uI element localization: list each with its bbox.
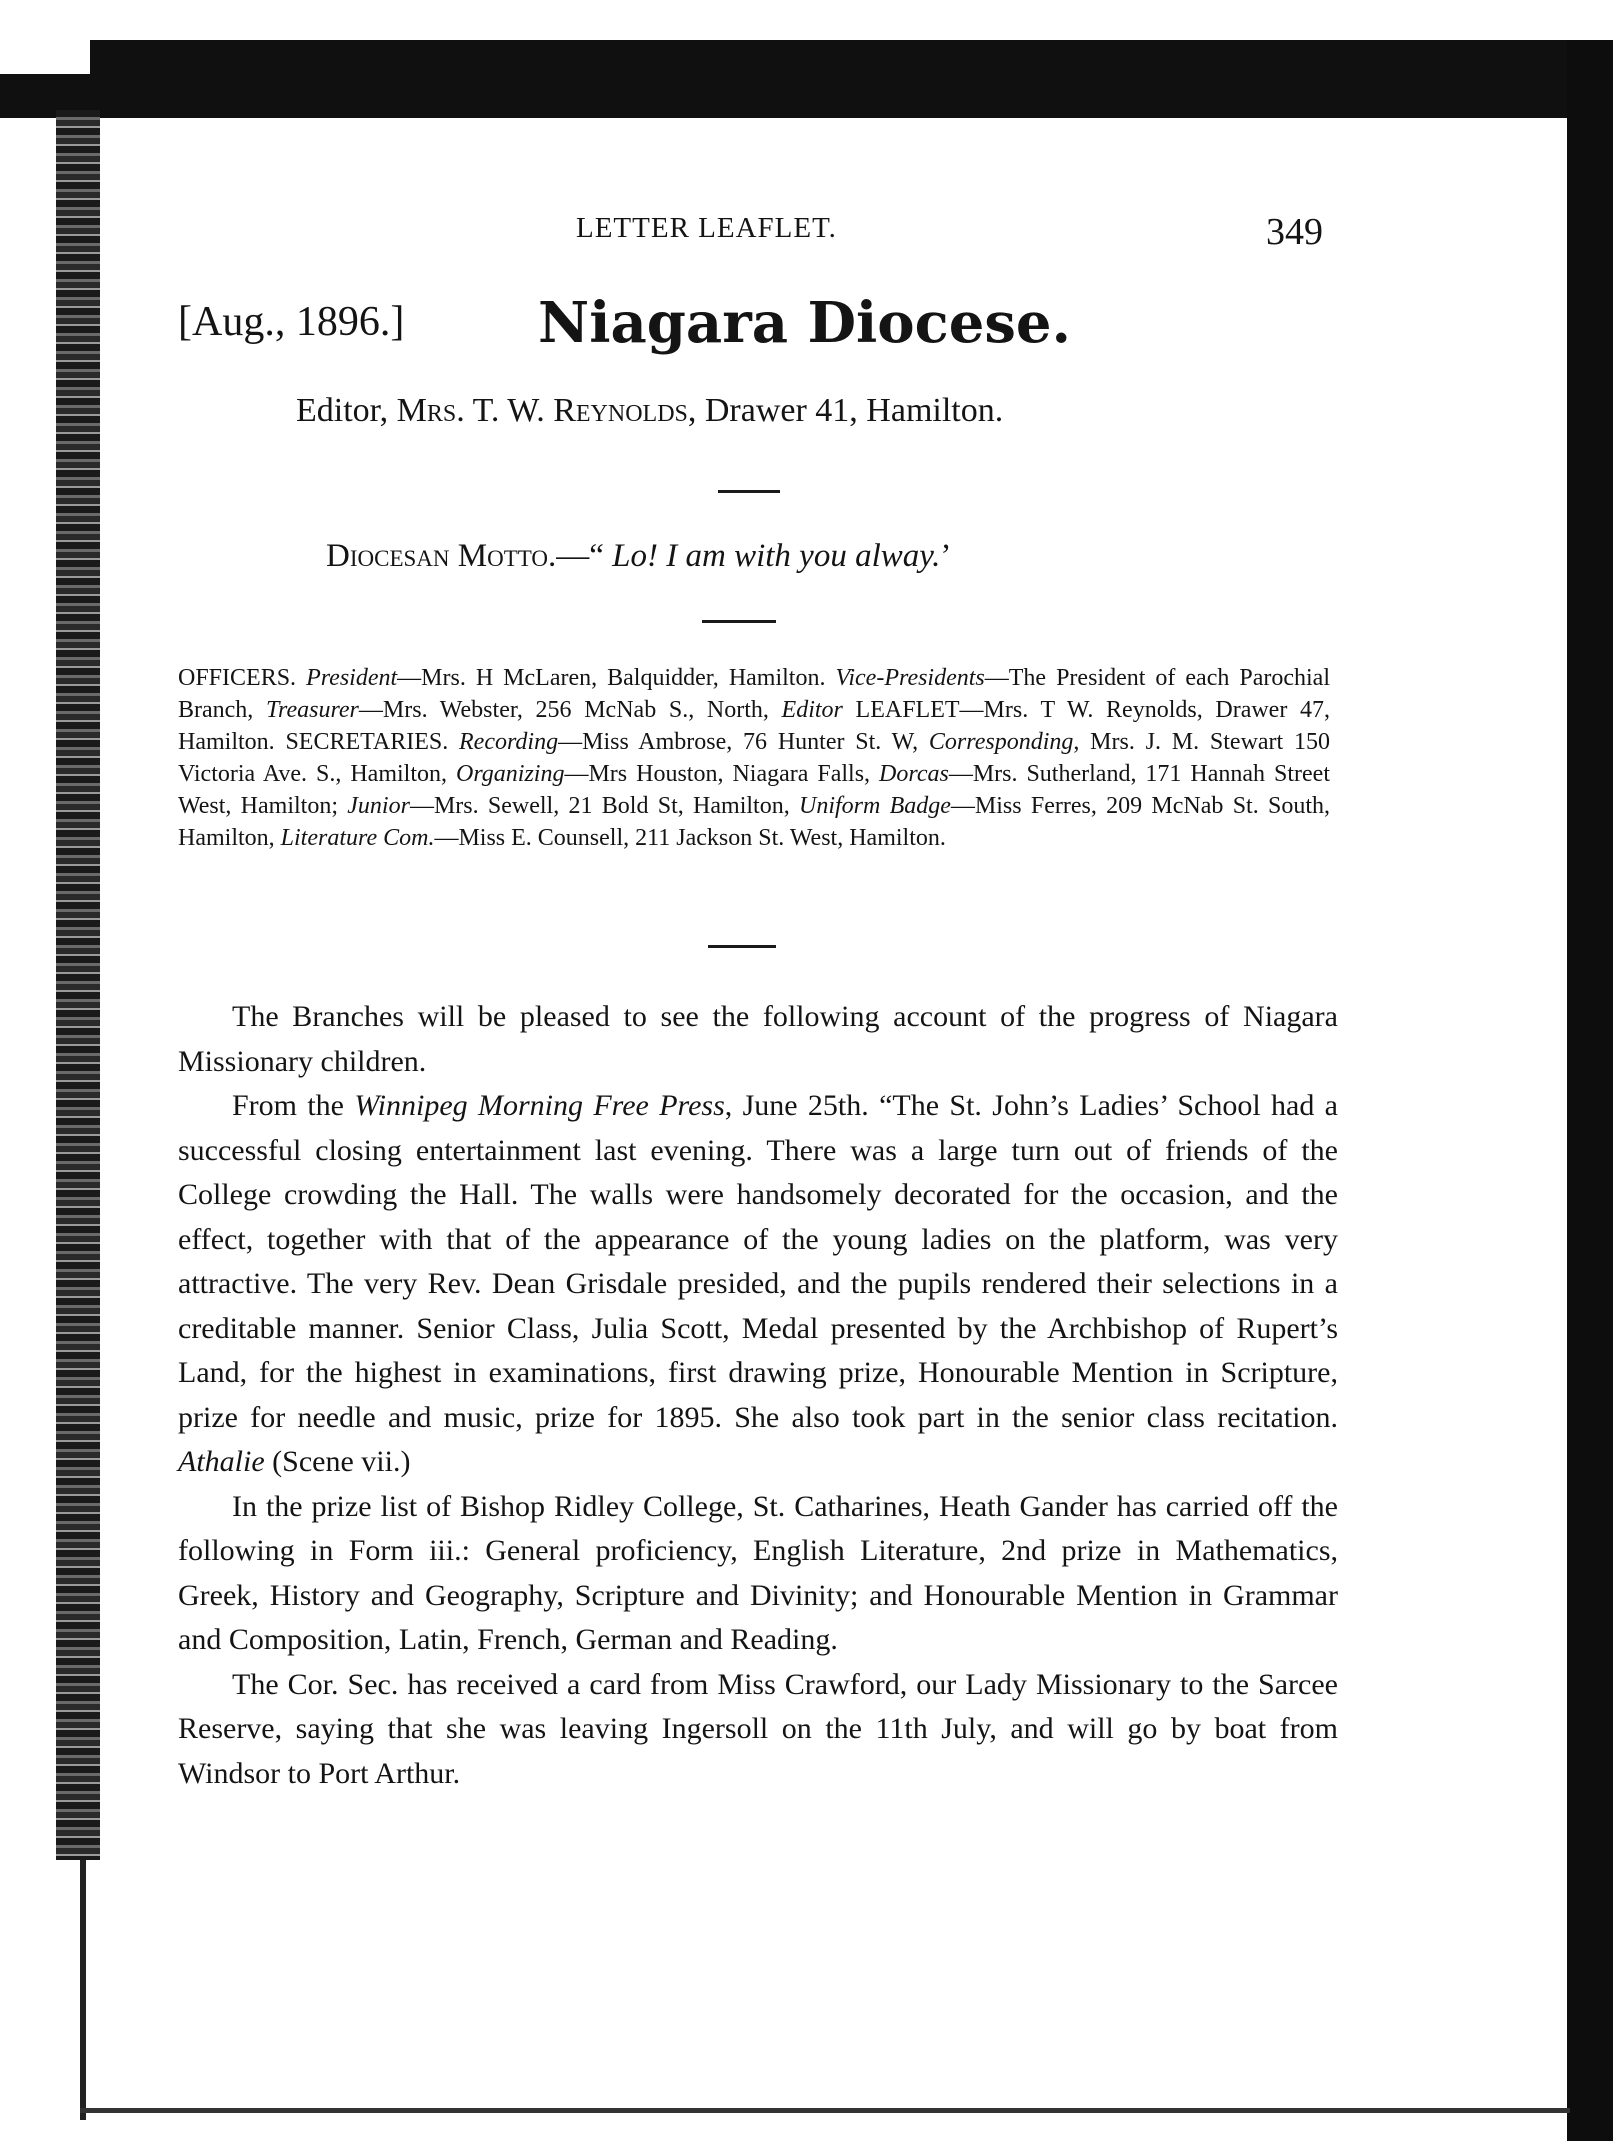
divider-rule	[702, 620, 776, 623]
paragraph-text: In the prize list of Bishop Ridley College, St. Catharines, Heath Gander has carried off the following in Form iii.: General proficiency, English Literature, 2nd prize in Mathematics, Greek, History and Geography, Scripture and Divinity; and Honourable Mention in Grammar and Composition, Latin, French, German and Reading.	[178, 1489, 1338, 1656]
officer-text: —Mrs Houston, Niagara Falls,	[564, 761, 880, 787]
paragraph-text: , June 25th. “The St. John’s Ladies’ School had a successful closing entertainment last evening. There was a large turn out of friends of the College crowding the Hall. The walls were handsomely decorated for the occasion, and the effect, together with that of the appearance of the young ladies on the platform, was very attractive. The very Rev. Dean Grisdale presided, and the pupils rendered their selections in a creditable manner. Senior Class, Julia Scott, Medal presented by the Archbishop of Rupert’s Land, for the highest in examinations, first drawing prize, Honourable Mention in Scripture, prize for needle and music, prize for 1895. She also took part in the senior class recitation.	[178, 1089, 1338, 1434]
officers-list	[178, 662, 1330, 854]
divider-rule	[718, 490, 780, 493]
officer-text: —Mrs. Sewell, 21 Bold St, Hamilton,	[409, 793, 799, 819]
body-paragraph	[178, 1663, 1338, 1797]
officer-role: Vice-Presidents	[835, 665, 985, 691]
paragraph-text: From the	[232, 1089, 355, 1122]
officer-text: —Mrs. Sutherland, 171 Hannah Street West, Hamilton;	[178, 761, 1330, 819]
body-paragraph	[178, 995, 1338, 1084]
officer-role: President	[306, 665, 398, 691]
scan-border-left-lower	[80, 1860, 86, 2120]
scan-border-bottom	[80, 2108, 1570, 2113]
section-date: [Aug., 1896.]	[178, 299, 405, 345]
scan-border-notch	[0, 40, 90, 74]
officer-role: Uniform Badge	[798, 793, 951, 819]
motto-close: ’	[940, 538, 952, 574]
diocesan-motto	[326, 538, 951, 575]
officer-role: Literature Com.	[280, 825, 435, 851]
editor-line	[296, 392, 1003, 430]
officer-role: Organizing	[456, 761, 565, 787]
italic-title: Winnipeg Morning Free Press	[354, 1089, 725, 1122]
divider-rule	[708, 945, 776, 948]
motto-text: Lo! I am with you alway.	[612, 538, 941, 574]
scan-border-top	[0, 40, 1613, 118]
running-header: LETTER LEAFLET.	[576, 212, 837, 244]
officer-text: OFFICERS.	[178, 665, 307, 691]
officer-text: —Mrs. Webster, 256 McNab S., North,	[358, 697, 782, 723]
body-paragraph	[178, 1485, 1338, 1663]
paragraph-text: The Branches will be pleased to see the following account of the progress of Niagara Missionary children.	[178, 1000, 1338, 1078]
article-body	[178, 995, 1338, 1796]
scan-border-left	[56, 110, 100, 1860]
officer-role: Editor	[781, 697, 843, 723]
italic-title: Athalie	[178, 1445, 265, 1478]
officer-text: —Miss E. Counsell, 211 Jackson St. West, Hamilton.	[434, 825, 946, 851]
page-number: 349	[1266, 211, 1323, 253]
officer-text: —Miss Ferres, 209 McNab St. South, Hamilton,	[178, 793, 1330, 851]
paragraph-text: The Cor. Sec. has received a card from Miss Crawford, our Lady Missionary to the Sarcee Reserve, saying that she was leaving Ingersoll on the 11th July, and will go by boat from Windsor to Port Arthur.	[178, 1667, 1338, 1790]
officer-text: —Mrs. H McLaren, Balquidder, Hamilton.	[397, 665, 836, 691]
editor-name: Mrs. T. W. Reynolds	[396, 392, 688, 429]
section-title: Niagara Diocese.	[538, 290, 1072, 356]
officer-role: Junior	[347, 793, 410, 819]
scan-border-right	[1567, 40, 1613, 2141]
motto-dash: .—“	[548, 538, 613, 574]
paragraph-text: (Scene vii.)	[264, 1445, 411, 1478]
officer-role: Corresponding	[928, 729, 1074, 755]
officer-role: Treasurer	[265, 697, 359, 723]
officer-text: —Miss Ambrose, 76 Hunter St. W,	[558, 729, 929, 755]
editor-prefix: Editor,	[296, 392, 389, 429]
motto-label: Diocesan Motto	[326, 538, 548, 574]
officer-role: Recording	[459, 729, 559, 755]
officer-text: —The President of each Parochial Branch,	[178, 665, 1331, 723]
officer-text: LEAFLET—Mrs. T W. Reynolds, Drawer 47, Hamilton. SECRETARIES.	[178, 697, 1330, 755]
officer-role: Dorcas	[879, 761, 949, 787]
body-paragraph	[178, 1084, 1338, 1485]
editor-address: , Drawer 41, Hamilton.	[687, 392, 1004, 429]
officer-text: , Mrs. J. M. Stewart 150 Victoria Ave. S., Hamilton,	[178, 729, 1331, 787]
